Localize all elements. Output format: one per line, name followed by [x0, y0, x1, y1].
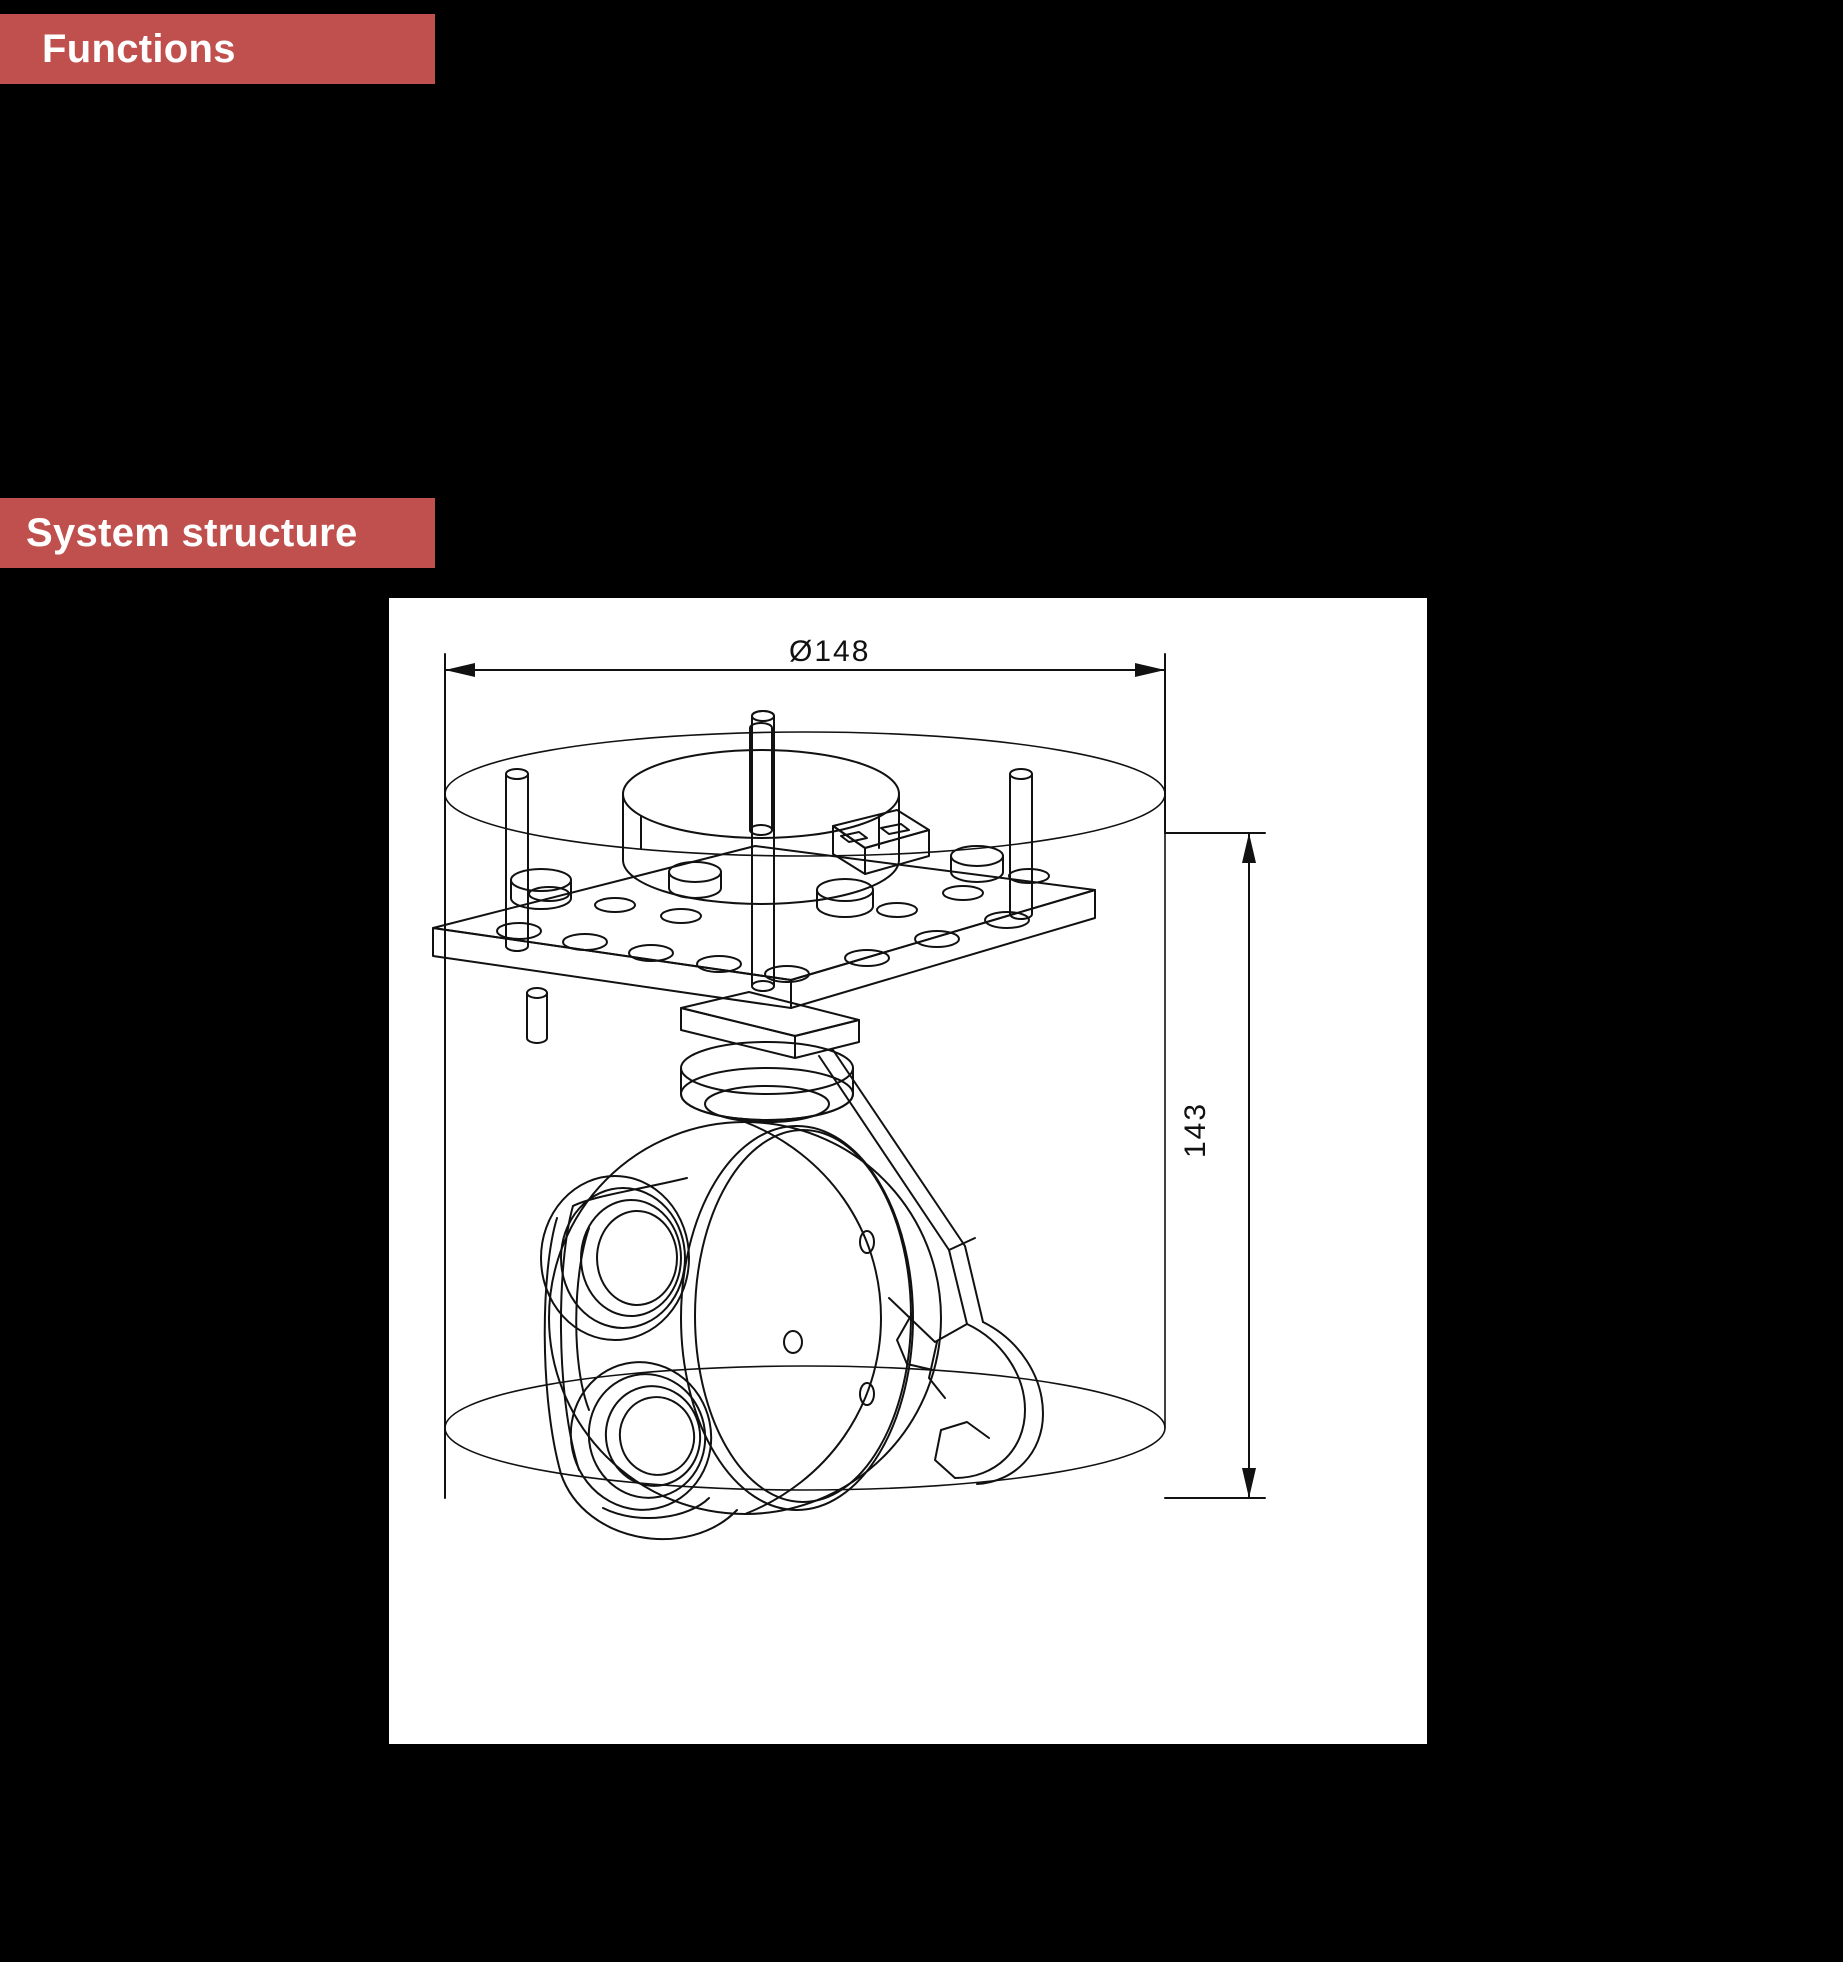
- section-tag-system-structure-label: System structure: [26, 510, 358, 555]
- section-tag-functions-label: Functions: [42, 26, 236, 71]
- top-mounting-plate: [433, 846, 1095, 1043]
- dimension-label-height: 143: [1179, 1101, 1212, 1158]
- section-tag-functions: [0, 14, 435, 84]
- dimension-label-width: Ø148: [789, 635, 871, 668]
- yaw-neck-assembly: [681, 992, 859, 1122]
- camera-ball: [549, 1122, 941, 1514]
- width-dimension: [445, 654, 1165, 1498]
- gimbal-drawing-svg: [389, 598, 1427, 1744]
- technical-drawing-panel: [389, 598, 1427, 1744]
- roll-arm: [819, 1050, 1043, 1484]
- section-tag-system-structure: [0, 498, 435, 568]
- height-dimension: [1165, 833, 1265, 1498]
- envelope-cylinder: [445, 732, 1165, 1490]
